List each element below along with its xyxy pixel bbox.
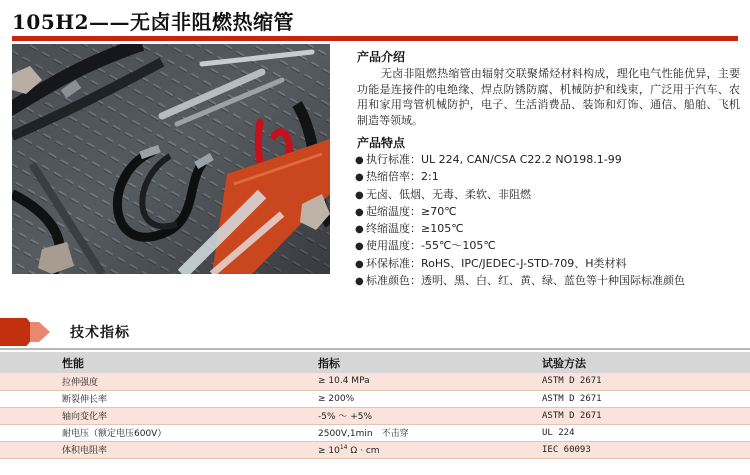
column-header-method: 试验方法 bbox=[505, 352, 750, 373]
bullet-icon: ● bbox=[355, 276, 364, 288]
table-row bbox=[0, 441, 750, 458]
bullet-icon: ● bbox=[355, 206, 364, 218]
bullet-icon: ● bbox=[355, 258, 364, 270]
table-row bbox=[0, 390, 750, 407]
cell-property: 拉伸强度 bbox=[0, 373, 295, 390]
feature-item bbox=[355, 169, 740, 186]
feature-item bbox=[355, 238, 740, 255]
cell-method: ASTM D 2671 bbox=[505, 390, 750, 407]
title-rule bbox=[12, 36, 738, 41]
feature-item bbox=[355, 204, 740, 221]
cell-property: 体积电阻率 bbox=[0, 441, 295, 458]
cell-value bbox=[295, 441, 505, 458]
cell-method: ASTM D 2671 bbox=[505, 407, 750, 424]
bullet-icon: ● bbox=[355, 172, 364, 184]
feature-item bbox=[355, 152, 740, 169]
features-list bbox=[355, 152, 740, 290]
feature-item bbox=[355, 221, 740, 238]
cell-property: 断裂伸长率 bbox=[0, 390, 295, 407]
cell-property: 轴向变化率 bbox=[0, 407, 295, 424]
cell-value: ≥ 200% bbox=[295, 390, 505, 407]
column-header-property: 性能 bbox=[0, 352, 295, 373]
table-row bbox=[0, 424, 750, 441]
arrow-accent-icon bbox=[30, 322, 50, 342]
feature-text: 无卤、低烟、无毒、柔软、非阻燃 bbox=[366, 187, 531, 201]
value-unit: Ω · cm bbox=[347, 445, 380, 456]
cell-value: 2500V,1min 不击穿 bbox=[295, 424, 505, 441]
feature-item bbox=[355, 187, 740, 204]
product-photo bbox=[12, 44, 330, 274]
cell-value: -5% ～ +5% bbox=[295, 407, 505, 424]
column-header-value: 指标 bbox=[295, 352, 505, 373]
tech-specs-table bbox=[0, 352, 750, 459]
table-header-row bbox=[0, 352, 750, 373]
value-exponent: 14 bbox=[339, 443, 348, 451]
feature-text: 终缩温度：≥105℃ bbox=[366, 222, 464, 236]
page-title: 105H2——无卤非阻燃热缩管 bbox=[12, 10, 295, 34]
feature-item bbox=[355, 256, 740, 273]
feature-text: 起缩温度：≥70℃ bbox=[366, 204, 457, 218]
feature-text: 热缩倍率：2:1 bbox=[366, 170, 439, 184]
bullet-icon: ● bbox=[355, 224, 364, 236]
feature-item bbox=[355, 273, 740, 290]
feature-text: 环保标准：RoHS、IPC/JEDEC-J-STD-709、H类材料 bbox=[366, 256, 627, 270]
tech-specs-rule bbox=[0, 348, 750, 350]
value-base: ≥ 10 bbox=[318, 445, 340, 456]
feature-text: 执行标准：UL 224, CAN/CSA C22.2 NO198.1-99 bbox=[366, 153, 622, 166]
features-heading: 产品特点 bbox=[357, 136, 406, 150]
feature-text: 标准颜色：透明、黑、白、红、黄、绿、蓝色等十种国际标准颜色 bbox=[366, 274, 685, 288]
bullet-icon: ● bbox=[355, 241, 364, 253]
cell-value: ≥ 10.4 MPa bbox=[295, 373, 505, 390]
tech-specs-heading: 技术指标 bbox=[70, 325, 130, 341]
cell-method: ASTM D 2671 bbox=[505, 373, 750, 390]
bullet-icon: ● bbox=[355, 189, 364, 201]
table-row bbox=[0, 407, 750, 424]
cell-property: 耐电压（额定电压600V） bbox=[0, 424, 295, 441]
table-row bbox=[0, 373, 750, 390]
tech-specs-header bbox=[0, 318, 750, 346]
bullet-icon: ● bbox=[355, 155, 364, 166]
intro-text: 无卤非阻燃热缩管由辐射交联聚烯烃材料构成，理化电气性能优异，主要功能是连接件的电绝缘、焊点防锈防腐、机械防护和线束，广泛用于汽车、农用和家用弯管机械防护，电子、生活消费品、装饰和灯饰、通信、船舶、飞机制造等领域。 bbox=[357, 67, 740, 127]
cell-method: IEC 60093 bbox=[505, 441, 750, 458]
intro-heading: 产品介绍 bbox=[357, 50, 406, 64]
cell-method: UL 224 bbox=[505, 424, 750, 441]
feature-text: 使用温度：-55℃～105℃ bbox=[366, 239, 496, 253]
